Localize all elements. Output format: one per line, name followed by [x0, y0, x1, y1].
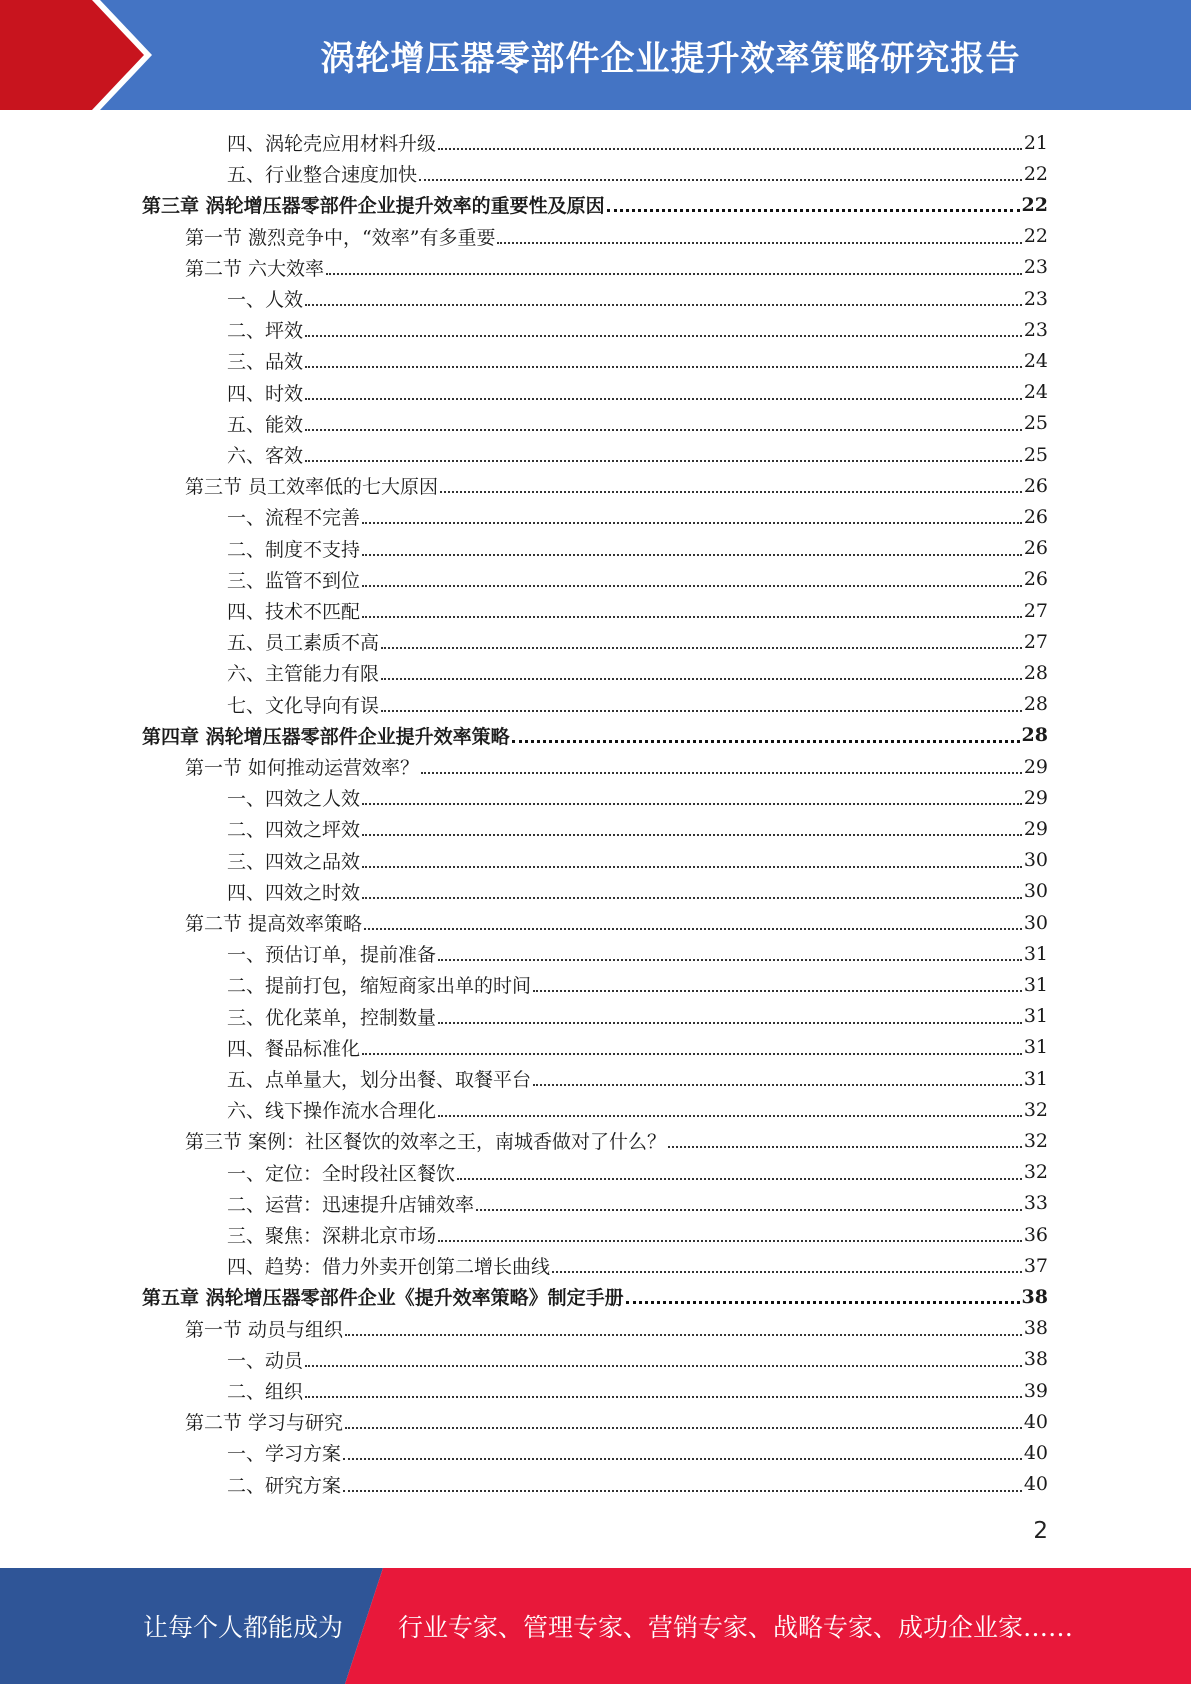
- toc-entry-page: 22: [1023, 225, 1048, 248]
- toc-entry[interactable]: [227, 626, 1048, 657]
- toc-entry[interactable]: [185, 907, 1048, 938]
- toc-entry-label: 四、时效: [227, 382, 304, 405]
- toc-entry-page: 39: [1023, 1379, 1048, 1402]
- toc-dot-leader: [305, 398, 1022, 400]
- toc-entry[interactable]: [227, 1250, 1048, 1281]
- toc-dot-leader: [305, 335, 1022, 337]
- toc-entry[interactable]: [227, 127, 1048, 158]
- toc-dot-leader: [381, 678, 1022, 680]
- toc-dot-leader: [305, 429, 1022, 431]
- toc-dot-leader: [438, 1022, 1022, 1024]
- toc-entry[interactable]: [227, 1188, 1048, 1219]
- toc-dot-leader: [305, 1396, 1022, 1398]
- toc-entry[interactable]: [227, 158, 1048, 189]
- toc-entry[interactable]: [185, 1313, 1048, 1344]
- toc-entry-page: 25: [1023, 412, 1048, 435]
- toc-entry[interactable]: [227, 1469, 1048, 1500]
- toc-entry-label: 第一节 动员与组织: [185, 1318, 344, 1341]
- toc-entry-page: 32: [1023, 1098, 1048, 1121]
- toc-entry-label: 第一节 如何推动运营效率？: [185, 757, 420, 779]
- toc-entry[interactable]: [142, 1281, 1048, 1312]
- toc-entry[interactable]: [227, 1157, 1048, 1188]
- toc-entry-label: 二、运营：迅速提升店铺效率: [227, 1193, 475, 1216]
- toc-entry[interactable]: [227, 1001, 1048, 1032]
- toc-entry-label: 第三节 案例：社区餐饮的效率之王，南城香做对了什么？: [185, 1131, 667, 1154]
- toc-entry-page: 31: [1023, 973, 1048, 996]
- toc-dot-leader: [305, 1365, 1022, 1367]
- toc-entry[interactable]: [227, 876, 1048, 907]
- toc-entry-page: 29: [1023, 786, 1048, 809]
- toc-dot-leader: [438, 148, 1022, 150]
- toc-dot-leader: [326, 273, 1022, 275]
- toc-entry-label: 第四章 涡轮增压器零部件企业提升效率策略: [142, 725, 510, 748]
- toc-entry-page: 22: [1023, 162, 1048, 185]
- toc-entry-page: 40: [1023, 1410, 1048, 1433]
- toc-entry-label: 一、四效之人效: [227, 788, 361, 811]
- toc-entry[interactable]: [227, 408, 1048, 439]
- toc-entry-page: 27: [1023, 599, 1048, 622]
- toc-entry-label: 第一节 激烈竞争中，“效率”有多重要: [185, 226, 496, 249]
- toc-dot-leader: [343, 1490, 1022, 1492]
- toc-entry[interactable]: [185, 470, 1048, 501]
- toc-dot-leader: [343, 1458, 1022, 1460]
- toc-entry[interactable]: [227, 845, 1048, 876]
- toc-entry-page: 23: [1023, 256, 1048, 279]
- toc-dot-leader: [626, 1301, 1020, 1304]
- toc-dot-leader: [497, 242, 1021, 244]
- toc-entry-page: 28: [1023, 661, 1048, 684]
- toc-dot-leader: [512, 740, 1020, 743]
- toc-dot-leader: [438, 959, 1022, 961]
- toc-entry-page: 32: [1023, 1129, 1048, 1152]
- toc-entry-label: 第二节 提高效率策略: [185, 913, 363, 935]
- toc-entry-page: 21: [1023, 131, 1048, 154]
- header-chevron-icon: [0, 0, 160, 110]
- toc-entry-page: 31: [1023, 1036, 1048, 1059]
- toc-entry-page: 28: [1023, 693, 1048, 716]
- toc-entry-label: 一、定位：全时段社区餐饮: [227, 1162, 456, 1185]
- toc-entry[interactable]: [227, 782, 1048, 813]
- toc-entry[interactable]: [185, 252, 1048, 283]
- toc-entry[interactable]: [227, 595, 1048, 626]
- toc-entry-page: 23: [1023, 318, 1048, 341]
- toc-entry-page: 38: [1023, 1317, 1048, 1340]
- toc-entry[interactable]: [227, 938, 1048, 969]
- toc-entry[interactable]: [227, 377, 1048, 408]
- toc-dot-leader: [668, 1146, 1022, 1148]
- toc-entry-label: 六、线下操作流水合理化: [227, 1100, 437, 1123]
- toc-entry-page: 26: [1023, 505, 1048, 528]
- toc-entry[interactable]: [227, 533, 1048, 564]
- toc-entry[interactable]: [227, 501, 1048, 532]
- toc-entry[interactable]: [185, 1125, 1048, 1156]
- toc-entry-label: 四、餐品标准化: [227, 1037, 361, 1060]
- toc-entry[interactable]: [227, 314, 1048, 345]
- report-title: 涡轮增压器零部件企业提升效率策略研究报告: [320, 38, 1021, 79]
- toc-entry[interactable]: [227, 969, 1048, 1000]
- toc-entry-page: 31: [1023, 1005, 1048, 1028]
- toc-entry-label: 一、流程不完善: [227, 507, 361, 530]
- toc-entry-page: 33: [1023, 1192, 1048, 1215]
- toc-entry-label: 五、能效: [227, 413, 304, 436]
- toc-dot-leader: [364, 928, 1022, 930]
- toc-entry[interactable]: [227, 1063, 1048, 1094]
- toc-entry-label: 三、四效之品效: [227, 850, 361, 873]
- toc-entry-page: 22: [1021, 193, 1048, 216]
- toc-entry-label: 四、趋势：借力外卖开创第二增长曲线: [227, 1256, 551, 1279]
- toc-entry-label: 二、制度不支持: [227, 538, 361, 561]
- toc-entry[interactable]: [227, 1344, 1048, 1375]
- toc-entry-label: 第五章 涡轮增压器零部件企业《提升效率策略》制定手册: [142, 1287, 624, 1310]
- toc-entry-page: 26: [1023, 474, 1048, 497]
- toc-entry[interactable]: [227, 1375, 1048, 1406]
- toc-entry-page: 36: [1023, 1223, 1048, 1246]
- toc-entry[interactable]: [227, 345, 1048, 376]
- page-footer: [0, 1568, 1191, 1684]
- toc-dot-leader: [362, 866, 1022, 868]
- toc-entry-label: 七、文化导向有误: [227, 694, 380, 717]
- toc-entry-label: 第三章 涡轮增压器零部件企业提升效率的重要性及原因: [142, 195, 605, 218]
- toc-dot-leader: [362, 585, 1022, 587]
- toc-entry-page: 25: [1023, 443, 1048, 466]
- toc-entry-label: 一、预估订单，提前准备: [227, 944, 437, 967]
- toc-entry-page: 30: [1023, 911, 1048, 934]
- toc-dot-leader: [362, 1053, 1022, 1055]
- toc-entry[interactable]: [227, 564, 1048, 595]
- toc-entry-label: 一、人效: [227, 289, 304, 311]
- toc-entry-page: 26: [1023, 537, 1048, 560]
- toc-entry-label: 四、四效之时效: [227, 881, 361, 904]
- toc-entry[interactable]: [185, 221, 1048, 252]
- toc-dot-leader: [440, 491, 1022, 493]
- toc-entry-page: 31: [1023, 942, 1048, 965]
- toc-entry-page: 32: [1023, 1161, 1048, 1184]
- toc-entry-page: 40: [1023, 1473, 1048, 1496]
- toc-entry-page: 38: [1021, 1285, 1048, 1308]
- toc-entry-label: 一、动员: [227, 1349, 304, 1372]
- footer-slogan-left: 让每个人都能成为: [143, 1613, 344, 1642]
- toc-entry-label: 六、客效: [227, 445, 304, 467]
- toc-entry-page: 23: [1023, 287, 1048, 310]
- toc-entry-page: 27: [1023, 630, 1048, 653]
- toc-entry-label: 六、主管能力有限: [227, 663, 380, 686]
- footer-slogan-right: 行业专家、管理专家、营销专家、战略专家、成功企业家……: [398, 1613, 1074, 1642]
- toc-entry[interactable]: [227, 439, 1048, 470]
- toc-entry-label: 二、四效之坪效: [227, 819, 361, 842]
- toc-entry-label: 四、技术不匹配: [227, 601, 361, 623]
- toc-dot-leader: [476, 1209, 1022, 1211]
- toc-entry-label: 二、坪效: [227, 320, 304, 343]
- toc-dot-leader: [362, 554, 1022, 556]
- toc-dot-leader: [305, 366, 1022, 368]
- toc-entry[interactable]: [142, 720, 1048, 751]
- toc-entry[interactable]: [142, 189, 1048, 220]
- toc-entry-label: 第二节 六大效率: [185, 257, 325, 280]
- toc-dot-leader: [419, 179, 1022, 181]
- toc-entry-label: 第三节 员工效率低的七大原因: [185, 476, 439, 499]
- toc-entry-label: 二、研究方案: [227, 1474, 342, 1497]
- toc-entry[interactable]: [227, 1032, 1048, 1063]
- toc-entry-label: 四、涡轮壳应用材料升级: [227, 133, 437, 155]
- toc-entry-page: 30: [1023, 849, 1048, 872]
- toc-dot-leader: [345, 1334, 1022, 1336]
- toc-entry-label: 三、优化菜单，控制数量: [227, 1006, 437, 1029]
- page-header: [0, 0, 1191, 110]
- toc-dot-leader: [305, 304, 1022, 306]
- toc-dot-leader: [362, 834, 1022, 836]
- toc-entry[interactable]: [227, 1219, 1048, 1250]
- toc-entry[interactable]: [227, 1094, 1048, 1125]
- toc-entry[interactable]: [185, 1406, 1048, 1437]
- toc-entry[interactable]: [227, 657, 1048, 688]
- toc-entry[interactable]: [227, 283, 1048, 314]
- toc-entry-label: 三、聚焦：深耕北京市场: [227, 1225, 437, 1247]
- toc-entry-page: 38: [1023, 1348, 1048, 1371]
- toc-dot-leader: [345, 1427, 1022, 1429]
- toc-entry-page: 30: [1023, 880, 1048, 903]
- toc-entry-label: 二、提前打包，缩短商家出单的时间: [227, 975, 532, 998]
- toc-dot-leader: [438, 1115, 1022, 1117]
- toc-entry-label: 三、监管不到位: [227, 569, 361, 592]
- toc-dot-leader: [305, 460, 1022, 462]
- toc-entry-page: 28: [1021, 724, 1048, 747]
- toc-entry-page: 26: [1023, 568, 1048, 591]
- toc-entry-page: 40: [1023, 1441, 1048, 1464]
- toc-dot-leader: [362, 522, 1022, 524]
- toc-dot-leader: [552, 1271, 1022, 1273]
- toc-entry-label: 五、员工素质不高: [227, 632, 380, 655]
- toc-dot-leader: [533, 1084, 1022, 1086]
- toc-entry-label: 五、点单量大，划分出餐、取餐平台: [227, 1069, 532, 1091]
- toc-entry-page: 24: [1023, 349, 1048, 372]
- toc-entry-label: 五、行业整合速度加快: [227, 164, 418, 187]
- toc-dot-leader: [438, 1240, 1022, 1242]
- toc-dot-leader: [533, 990, 1022, 992]
- toc-entry[interactable]: [185, 751, 1048, 782]
- toc-dot-leader: [381, 647, 1022, 649]
- toc-entry-page: 24: [1023, 381, 1048, 404]
- toc-dot-leader: [381, 710, 1022, 712]
- toc-entry-page: 29: [1023, 817, 1048, 840]
- toc-entry-page: 37: [1023, 1254, 1048, 1277]
- toc-entry-page: 29: [1023, 755, 1048, 778]
- toc-entry-label: 第二节 学习与研究: [185, 1412, 344, 1435]
- toc-entry-label: 二、组织: [227, 1381, 304, 1403]
- toc-dot-leader: [607, 209, 1020, 212]
- toc-dot-leader: [362, 803, 1022, 805]
- toc-entry[interactable]: [227, 1437, 1048, 1468]
- toc-dot-leader: [362, 616, 1022, 618]
- toc-dot-leader: [421, 772, 1022, 774]
- toc-dot-leader: [362, 897, 1022, 899]
- toc-entry-label: 三、品效: [227, 351, 304, 374]
- toc-entry-page: 31: [1023, 1067, 1048, 1090]
- toc-entry[interactable]: [227, 813, 1048, 844]
- toc-entry-label: 一、学习方案: [227, 1443, 342, 1466]
- toc-entry[interactable]: [227, 689, 1048, 720]
- page-number: 2: [1033, 1518, 1048, 1544]
- toc-dot-leader: [457, 1178, 1022, 1180]
